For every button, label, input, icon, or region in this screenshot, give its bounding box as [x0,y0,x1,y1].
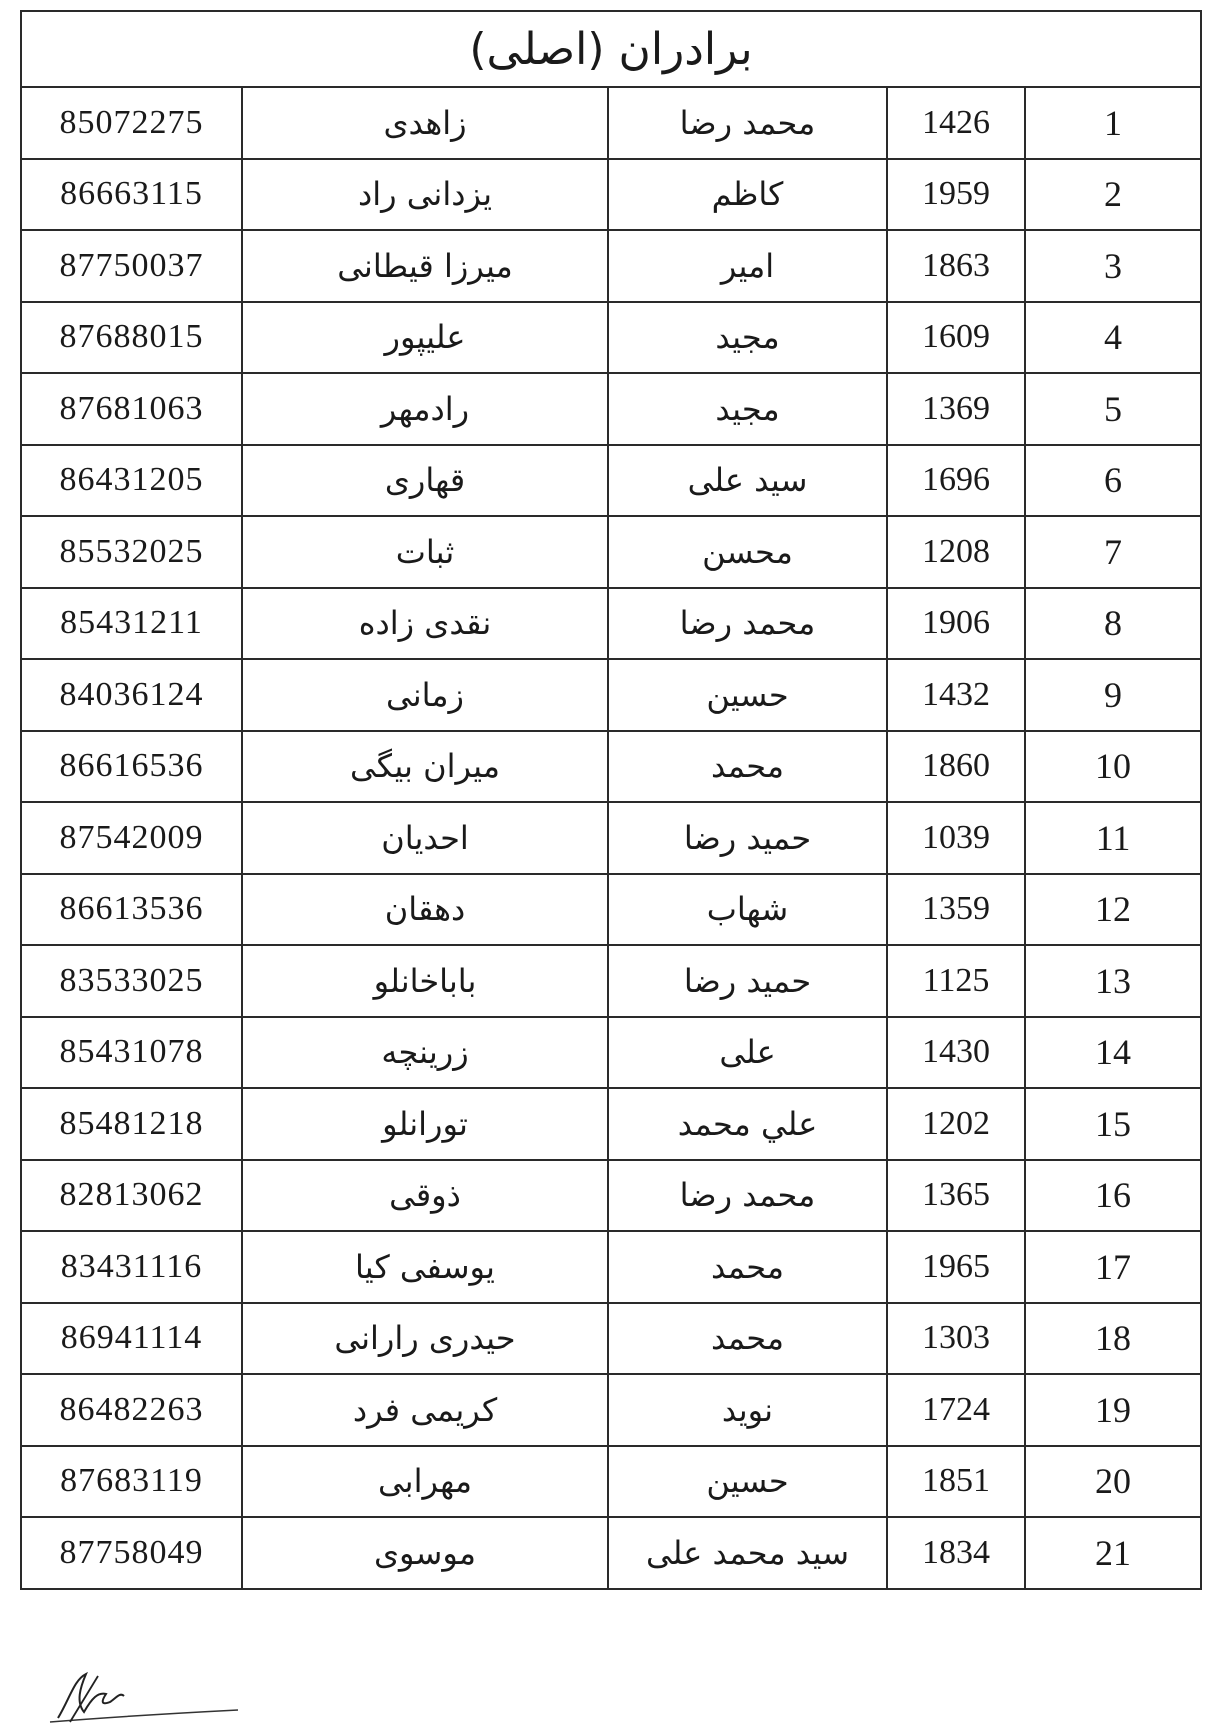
code-cell: 1863 [887,230,1025,302]
first-name-cell: حمید رضا [608,945,887,1017]
phone-cell: 85072275 [21,87,242,159]
first-name-cell: حمید رضا [608,802,887,874]
last-name-cell: دهقان [242,874,608,946]
code-cell: 1430 [887,1017,1025,1089]
first-name-cell: مجید [608,302,887,374]
code-cell: 1834 [887,1517,1025,1589]
first-name-cell: شهاب [608,874,887,946]
row-number-cell: 16 [1025,1160,1201,1232]
first-name-cell: نوید [608,1374,887,1446]
table-title: برادران (اصلی) [21,11,1201,87]
table-row [21,159,1201,231]
table-row [21,802,1201,874]
table-row [21,230,1201,302]
table-row [21,302,1201,374]
table-row [21,1088,1201,1160]
phone-cell: 86431205 [21,445,242,517]
last-name-cell: نقدی زاده [242,588,608,660]
code-cell: 1426 [887,87,1025,159]
last-name-cell: علیپور [242,302,608,374]
last-name-cell: رادمهر [242,373,608,445]
last-name-cell: تورانلو [242,1088,608,1160]
first-name-cell: علي محمد [608,1088,887,1160]
table-row [21,945,1201,1017]
row-number-cell: 8 [1025,588,1201,660]
row-number-cell: 15 [1025,1088,1201,1160]
table-row [21,1231,1201,1303]
row-number-cell: 13 [1025,945,1201,1017]
code-cell: 1724 [887,1374,1025,1446]
last-name-cell: زرینچه [242,1017,608,1089]
last-name-cell: قهاری [242,445,608,517]
row-number-cell: 6 [1025,445,1201,517]
table-row [21,1160,1201,1232]
row-number-cell: 11 [1025,802,1201,874]
row-number-cell: 10 [1025,731,1201,803]
code-cell: 1860 [887,731,1025,803]
code-cell: 1696 [887,445,1025,517]
roster-table [20,10,1202,1590]
first-name-cell: امیر [608,230,887,302]
table-row [21,874,1201,946]
first-name-cell: محمد رضا [608,1160,887,1232]
row-number-cell: 12 [1025,874,1201,946]
last-name-cell: مهرابی [242,1446,608,1518]
code-cell: 1609 [887,302,1025,374]
code-cell: 1365 [887,1160,1025,1232]
last-name-cell: کریمی فرد [242,1374,608,1446]
code-cell: 1851 [887,1446,1025,1518]
row-number-cell: 1 [1025,87,1201,159]
row-number-cell: 9 [1025,659,1201,731]
first-name-cell: محمد رضا [608,87,887,159]
phone-cell: 83533025 [21,945,242,1017]
code-cell: 1359 [887,874,1025,946]
row-number-cell: 7 [1025,516,1201,588]
last-name-cell: ذوقی [242,1160,608,1232]
table-row [21,1446,1201,1518]
row-number-cell: 17 [1025,1231,1201,1303]
last-name-cell: زاهدی [242,87,608,159]
table-row [21,1303,1201,1375]
phone-cell: 87758049 [21,1517,242,1589]
table-row [21,1374,1201,1446]
phone-cell: 85481218 [21,1088,242,1160]
phone-cell: 87681063 [21,373,242,445]
first-name-cell: حسین [608,1446,887,1518]
code-cell: 1039 [887,802,1025,874]
phone-cell: 82813062 [21,1160,242,1232]
first-name-cell: سید محمد علی [608,1517,887,1589]
table-row [21,516,1201,588]
last-name-cell: میران بیگی [242,731,608,803]
row-number-cell: 21 [1025,1517,1201,1589]
phone-cell: 86663115 [21,159,242,231]
row-number-cell: 3 [1025,230,1201,302]
code-cell: 1965 [887,1231,1025,1303]
first-name-cell: محمد [608,731,887,803]
first-name-cell: علی [608,1017,887,1089]
first-name-cell: سید علی [608,445,887,517]
table-row [21,659,1201,731]
row-number-cell: 18 [1025,1303,1201,1375]
code-cell: 1432 [887,659,1025,731]
title-row [21,11,1201,87]
phone-cell: 86482263 [21,1374,242,1446]
row-number-cell: 20 [1025,1446,1201,1518]
phone-cell: 87750037 [21,230,242,302]
row-number-cell: 2 [1025,159,1201,231]
first-name-cell: محسن [608,516,887,588]
last-name-cell: زمانی [242,659,608,731]
last-name-cell: احدیان [242,802,608,874]
first-name-cell: محمد رضا [608,588,887,660]
phone-cell: 87683119 [21,1446,242,1518]
last-name-cell: یوسفی کیا [242,1231,608,1303]
first-name-cell: حسین [608,659,887,731]
code-cell: 1208 [887,516,1025,588]
table-row [21,373,1201,445]
phone-cell: 87688015 [21,302,242,374]
table-row [21,87,1201,159]
code-cell: 1959 [887,159,1025,231]
first-name-cell: محمد [608,1231,887,1303]
last-name-cell: میرزا قیطانی [242,230,608,302]
row-number-cell: 5 [1025,373,1201,445]
phone-cell: 85532025 [21,516,242,588]
code-cell: 1303 [887,1303,1025,1375]
table-row [21,731,1201,803]
table-row [21,1517,1201,1589]
phone-cell: 86941114 [21,1303,242,1375]
phone-cell: 86613536 [21,874,242,946]
last-name-cell: موسوی [242,1517,608,1589]
table-row [21,1017,1201,1089]
phone-cell: 84036124 [21,659,242,731]
code-cell: 1125 [887,945,1025,1017]
last-name-cell: حیدری رارانی [242,1303,608,1375]
phone-cell: 83431116 [21,1231,242,1303]
code-cell: 1369 [887,373,1025,445]
last-name-cell: ثبات [242,516,608,588]
first-name-cell: مجید [608,373,887,445]
code-cell: 1202 [887,1088,1025,1160]
table-row [21,445,1201,517]
phone-cell: 85431078 [21,1017,242,1089]
last-name-cell: باباخانلو [242,945,608,1017]
table-row [21,588,1201,660]
phone-cell: 86616536 [21,731,242,803]
roster-sheet [20,10,1200,1590]
signature-mark [40,1668,240,1724]
row-number-cell: 19 [1025,1374,1201,1446]
row-number-cell: 14 [1025,1017,1201,1089]
first-name-cell: کاظم [608,159,887,231]
row-number-cell: 4 [1025,302,1201,374]
phone-cell: 85431211 [21,588,242,660]
last-name-cell: یزدانی راد [242,159,608,231]
phone-cell: 87542009 [21,802,242,874]
code-cell: 1906 [887,588,1025,660]
first-name-cell: محمد [608,1303,887,1375]
